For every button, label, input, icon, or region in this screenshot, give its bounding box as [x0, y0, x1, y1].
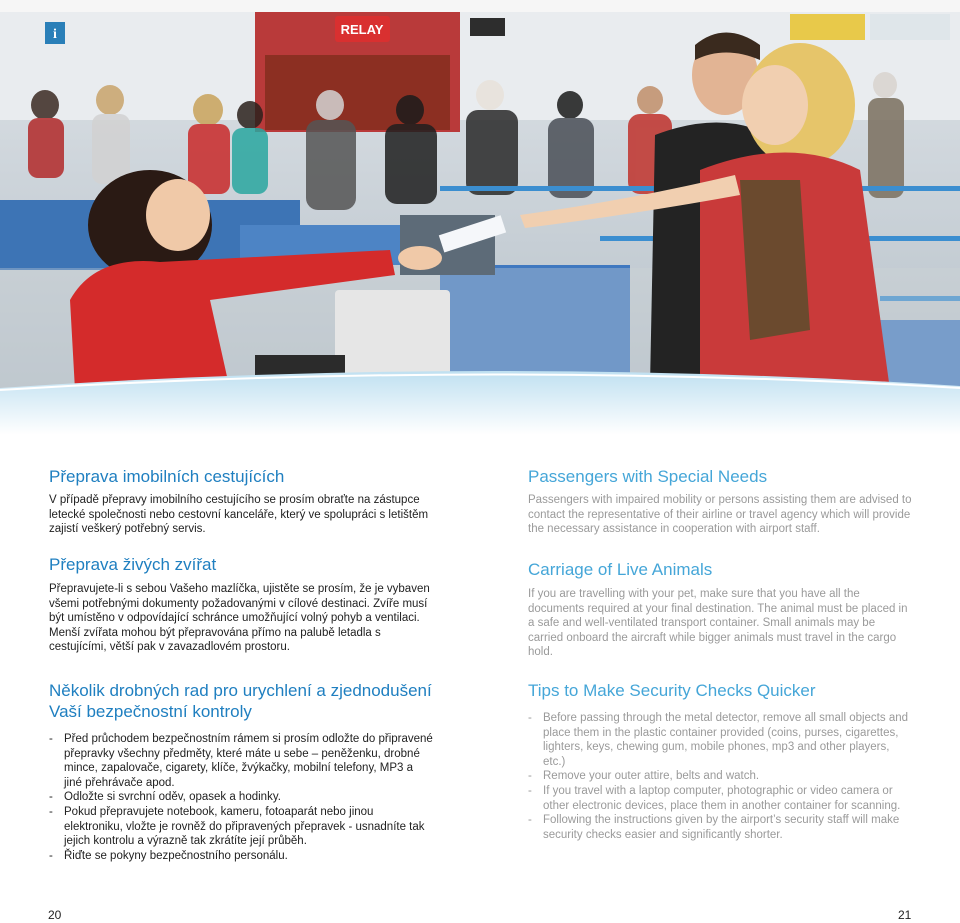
list-item: - Following the instructions given by the airport’s security staff will make security checks easier and significantly shorter. — [528, 813, 912, 842]
english-column — [528, 466, 912, 842]
section-special-needs-en — [528, 466, 912, 559]
section-text: Passengers with impaired mobility or persons assisting them are advised to contact the representative of their airline or travel agency which will provide the necessary assistance in cooperation with airport staff. — [528, 494, 912, 536]
section-text: V případě přepravy imobilního cestujícího se prosím obraťte na zástupce letecké společnosti nebo cestovní kanceláře, který ve spolupráci s letištěm zajistí veškerý potřebný servis. — [49, 494, 429, 536]
list-item: - Pokud přepravujete notebook, kameru, fotoaparát nebo jinou elektroniku, vložte je rovněž do připravených přepravek - usnadníte tak jejich kontrolu a výrazně tak zkrátíte její průběh. — [49, 805, 433, 849]
list-item: - Před průchodem bezpečnostním rámem si prosím odložte do připravené přepravky všechny předměty, které máte u sebe – peněženku, drobné mince, zapalovače, cigarety, klíče, žvýkačky, mobilní telefony, MP3 a jiné přehrávače apod. — [49, 732, 433, 790]
photo-illustration — [0, 0, 960, 390]
section-text: If you are travelling with your pet, make sure that you have all the documents required at your final destination. The animal must be placed in a safe and well-ventilated transport container. Small animals may be carried onboard the aircraft while bigger animals must travel in the cargo hold. — [528, 588, 908, 659]
page-number-left: 20 — [48, 908, 62, 922]
section-live-animals-cz — [49, 554, 433, 680]
section-heading: Passengers with Special Needs — [528, 467, 768, 486]
section-security-tips-cz — [49, 680, 433, 863]
section-heading: Tips to Make Security Checks Quicker — [528, 681, 816, 700]
section-live-animals-en — [528, 559, 912, 680]
section-heading: Přeprava živých zvířat — [49, 555, 217, 574]
relay-sign: RELAY — [340, 22, 384, 37]
section-heading: Carriage of Live Animals — [528, 560, 713, 579]
section-heading: Přeprava imobilních cestujících — [49, 467, 285, 486]
section-security-tips-en — [528, 680, 912, 842]
section-immobile-passengers-cz — [49, 466, 433, 554]
section-text: Přepravujete-li s sebou Vašeho mazlíčka, ujistěte se prosím, že je vybaven všemi potřebnými dokumenty požadovanými v cílové destinaci. Zvíře musí být umístěno v odpovídající schránce umožňující volný pohyb a ventilaci. Menší zvířata mohou být přepravována přímo na palubě letadla s cestujícími, větší pak v zavazadlovém prostoru. — [49, 583, 430, 654]
section-heading: Několik drobných rad pro urychlení a zjednodušení Vaší bezpečnostní kontroly — [49, 681, 432, 721]
decorative-wave — [0, 360, 960, 435]
tips-list — [49, 732, 433, 863]
list-item: - Odložte si svrchní oděv, opasek a hodinky. — [49, 790, 433, 805]
page-number-right: 21 — [898, 908, 912, 922]
list-item: - Remove your outer attire, belts and watch. — [528, 769, 912, 784]
list-item: - Řiďte se pokyny bezpečnostního personálu. — [49, 849, 433, 864]
info-sign: i — [53, 27, 57, 42]
tips-list — [528, 711, 912, 842]
czech-column — [49, 466, 433, 863]
list-item: - If you travel with a laptop computer, photographic or video camera or other electronic devices, place them in another container for scanning. — [528, 784, 912, 813]
list-item: - Before passing through the metal detector, remove all small objects and place them in the plastic container provided (coins, purses, cigarettes, lighters, keys, chewing gum, mobile phones, mp3 and other players, etc.) — [528, 711, 912, 769]
check-in-photo — [0, 0, 960, 390]
